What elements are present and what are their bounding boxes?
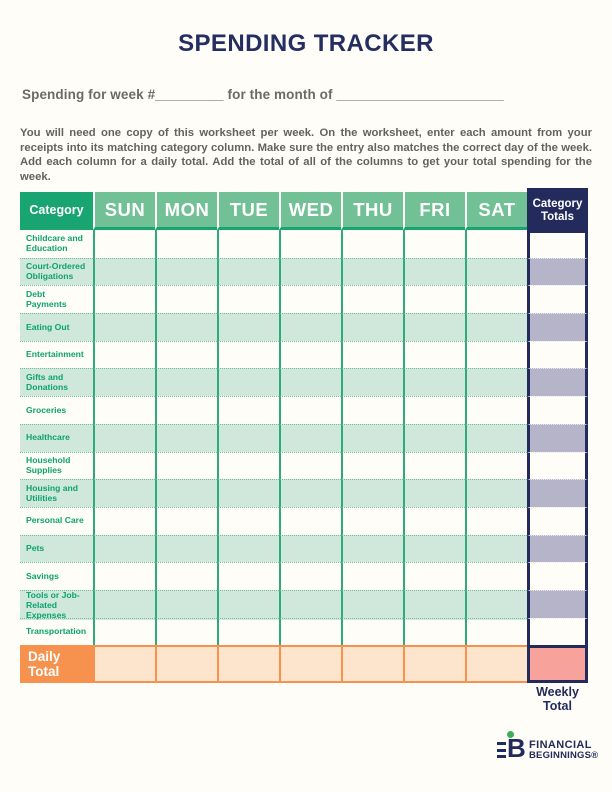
table-row-eating-out <box>20 313 588 341</box>
row-category-label: Transportation <box>20 618 93 646</box>
daily-total-cell-fri[interactable] <box>403 645 465 683</box>
table-row-gifts-and-donations <box>20 368 588 396</box>
amount-cell-childcare-and-education-sat[interactable] <box>465 230 527 258</box>
table-row-pets <box>20 535 588 563</box>
table-row-transportation <box>20 618 588 646</box>
amount-cell-transportation-wed[interactable] <box>279 618 341 646</box>
category-total-cell-gifts-and-donations[interactable] <box>527 368 588 396</box>
amount-cell-gifts-and-donations-mon[interactable] <box>155 368 217 396</box>
category-total-cell-childcare-and-education[interactable] <box>527 230 588 258</box>
amount-cell-healthcare-sat[interactable] <box>465 424 527 452</box>
amount-cell-tools-or-job-related-expenses-wed[interactable] <box>279 590 341 620</box>
amount-cell-housing-and-utilities-fri[interactable] <box>403 479 465 507</box>
amount-cell-pets-wed[interactable] <box>279 535 341 563</box>
category-total-cell-household-supplies[interactable] <box>527 452 588 480</box>
row-category-label: Household Supplies <box>20 452 93 480</box>
table-row-childcare-and-education <box>20 230 588 258</box>
daily-total-cell-sun[interactable] <box>93 645 155 683</box>
day-header-sun: SUN <box>93 192 155 230</box>
amount-cell-healthcare-wed[interactable] <box>279 424 341 452</box>
page-title: SPENDING TRACKER <box>178 30 434 57</box>
row-category-label: Personal Care <box>20 507 93 535</box>
amount-cell-savings-sun[interactable] <box>93 562 155 590</box>
category-total-cell-savings[interactable] <box>527 562 588 590</box>
category-total-cell-tools-or-job-related-expenses[interactable] <box>527 590 588 620</box>
amount-cell-groceries-wed[interactable] <box>279 396 341 424</box>
amount-cell-savings-thu[interactable] <box>341 562 403 590</box>
amount-cell-debt-payments-sat[interactable] <box>465 285 527 313</box>
fb-monogram-icon: B <box>497 731 524 765</box>
amount-cell-housing-and-utilities-thu[interactable] <box>341 479 403 507</box>
row-category-label: Childcare and Education <box>26 233 83 253</box>
amount-cell-personal-care-wed[interactable] <box>279 507 341 535</box>
amount-cell-debt-payments-tue[interactable] <box>217 285 279 313</box>
amount-cell-groceries-thu[interactable] <box>341 396 403 424</box>
category-column-header: Category <box>20 192 93 230</box>
amount-cell-gifts-and-donations-tue[interactable] <box>217 368 279 396</box>
amount-cell-eating-out-wed[interactable] <box>279 313 341 341</box>
amount-cell-savings-wed[interactable] <box>279 562 341 590</box>
amount-cell-gifts-and-donations-thu[interactable] <box>341 368 403 396</box>
amount-cell-savings-tue[interactable] <box>217 562 279 590</box>
amount-cell-household-supplies-wed[interactable] <box>279 452 341 480</box>
table-row-savings <box>20 562 588 590</box>
amount-cell-gifts-and-donations-fri[interactable] <box>403 368 465 396</box>
amount-cell-eating-out-sun[interactable] <box>93 313 155 341</box>
amount-cell-court-ordered-obligations-thu[interactable] <box>341 258 403 286</box>
financial-beginnings-logo <box>497 731 598 765</box>
amount-cell-court-ordered-obligations-sat[interactable] <box>465 258 527 286</box>
amount-cell-transportation-fri[interactable] <box>403 618 465 646</box>
category-total-cell-housing-and-utilities[interactable] <box>527 479 588 507</box>
daily-total-cell-tue[interactable] <box>217 645 279 683</box>
category-totals-header-label: Category Totals <box>527 188 588 233</box>
amount-cell-debt-payments-mon[interactable] <box>155 285 217 313</box>
amount-cell-gifts-and-donations-sat[interactable] <box>465 368 527 396</box>
amount-cell-healthcare-sun[interactable] <box>93 424 155 452</box>
amount-cell-childcare-and-education-fri[interactable] <box>403 230 465 258</box>
table-row-personal-care <box>20 507 588 535</box>
amount-cell-tools-or-job-related-expenses-sun[interactable] <box>93 590 155 620</box>
row-category-label: Entertainment <box>20 341 93 369</box>
day-header-fri: FRI <box>403 192 465 230</box>
amount-cell-household-supplies-sat[interactable] <box>465 452 527 480</box>
amount-cell-healthcare-mon[interactable] <box>155 424 217 452</box>
day-header-sat: SAT <box>465 192 527 230</box>
daily-total-cell-mon[interactable] <box>155 645 217 683</box>
amount-cell-eating-out-fri[interactable] <box>403 313 465 341</box>
amount-cell-housing-and-utilities-sat[interactable] <box>465 479 527 507</box>
amount-cell-court-ordered-obligations-sun[interactable] <box>93 258 155 286</box>
amount-cell-pets-sun[interactable] <box>93 535 155 563</box>
amount-cell-pets-mon[interactable] <box>155 535 217 563</box>
amount-cell-eating-out-sat[interactable] <box>465 313 527 341</box>
amount-cell-transportation-mon[interactable] <box>155 618 217 646</box>
day-header-wed: WED <box>279 192 341 230</box>
row-category-label: Court-Ordered Obligations <box>20 258 93 286</box>
amount-cell-court-ordered-obligations-fri[interactable] <box>403 258 465 286</box>
category-total-cell-debt-payments[interactable] <box>527 285 588 313</box>
amount-cell-healthcare-thu[interactable] <box>341 424 403 452</box>
amount-cell-childcare-and-education-thu[interactable] <box>341 230 403 258</box>
daily-total-cell-sat[interactable] <box>465 645 527 683</box>
amount-cell-groceries-fri[interactable] <box>403 396 465 424</box>
amount-cell-transportation-tue[interactable] <box>217 618 279 646</box>
spending-tracker-table <box>20 192 588 713</box>
amount-cell-debt-payments-sun[interactable] <box>93 285 155 313</box>
row-category-label: Eating Out <box>20 313 93 341</box>
category-total-cell-personal-care[interactable] <box>527 507 588 535</box>
amount-cell-personal-care-mon[interactable] <box>155 507 217 535</box>
amount-cell-household-supplies-tue[interactable] <box>217 452 279 480</box>
table-row-healthcare <box>20 424 588 452</box>
amount-cell-pets-sat[interactable] <box>465 535 527 563</box>
category-total-cell-groceries[interactable] <box>527 396 588 424</box>
amount-cell-household-supplies-sun[interactable] <box>93 452 155 480</box>
amount-cell-childcare-and-education-tue[interactable] <box>217 230 279 258</box>
amount-cell-groceries-sun[interactable] <box>93 396 155 424</box>
amount-cell-savings-mon[interactable] <box>155 562 217 590</box>
brand-name: FINANCIAL BEGINNINGS® <box>529 739 599 761</box>
amount-cell-groceries-sat[interactable] <box>465 396 527 424</box>
table-row-debt-payments <box>20 285 588 313</box>
amount-cell-personal-care-thu[interactable] <box>341 507 403 535</box>
amount-cell-tools-or-job-related-expenses-mon[interactable] <box>155 590 217 620</box>
table-row-court-ordered-obligations <box>20 258 588 286</box>
row-category-label: Groceries <box>20 396 93 424</box>
amount-cell-court-ordered-obligations-mon[interactable] <box>155 258 217 286</box>
amount-cell-pets-fri[interactable] <box>403 535 465 563</box>
weekly-total-cell[interactable] <box>527 645 588 683</box>
amount-cell-transportation-sat[interactable] <box>465 618 527 646</box>
category-total-cell-transportation[interactable] <box>527 618 588 646</box>
amount-cell-childcare-and-education-mon[interactable] <box>155 230 217 258</box>
amount-cell-transportation-thu[interactable] <box>341 618 403 646</box>
row-category-label: Savings <box>20 562 93 590</box>
table-row-household-supplies <box>20 452 588 480</box>
category-total-cell-court-ordered-obligations[interactable] <box>527 258 588 286</box>
daily-total-label: Daily Total <box>20 645 93 683</box>
category-total-cell-pets[interactable] <box>527 535 588 563</box>
amount-cell-entertainment-tue[interactable] <box>217 341 279 369</box>
amount-cell-personal-care-sat[interactable] <box>465 507 527 535</box>
amount-cell-court-ordered-obligations-wed[interactable] <box>279 258 341 286</box>
table-row-tools-or-job-related-expenses <box>20 590 588 618</box>
amount-cell-household-supplies-thu[interactable] <box>341 452 403 480</box>
table-row-groceries <box>20 396 588 424</box>
row-category-label: Gifts and Donations <box>20 368 93 396</box>
week-month-fill-in-line[interactable]: Spending for week #_________ for the month of ______________________ <box>22 87 504 102</box>
day-header-tue: TUE <box>217 192 279 230</box>
amount-cell-housing-and-utilities-wed[interactable] <box>279 479 341 507</box>
amount-cell-household-supplies-mon[interactable] <box>155 452 217 480</box>
amount-cell-housing-and-utilities-mon[interactable] <box>155 479 217 507</box>
amount-cell-gifts-and-donations-wed[interactable] <box>279 368 341 396</box>
row-category-label: Housing and Utilities <box>20 479 93 507</box>
amount-cell-housing-and-utilities-tue[interactable] <box>217 479 279 507</box>
amount-cell-personal-care-sun[interactable] <box>93 507 155 535</box>
amount-cell-eating-out-thu[interactable] <box>341 313 403 341</box>
amount-cell-entertainment-mon[interactable] <box>155 341 217 369</box>
table-row-entertainment <box>20 341 588 369</box>
amount-cell-transportation-sun[interactable] <box>93 618 155 646</box>
amount-cell-debt-payments-wed[interactable] <box>279 285 341 313</box>
amount-cell-court-ordered-obligations-tue[interactable] <box>217 258 279 286</box>
amount-cell-pets-thu[interactable] <box>341 535 403 563</box>
amount-cell-healthcare-fri[interactable] <box>403 424 465 452</box>
table-row-housing-and-utilities <box>20 479 588 507</box>
weekly-total-label: Weekly Total <box>536 685 579 713</box>
amount-cell-entertainment-fri[interactable] <box>403 341 465 369</box>
amount-cell-personal-care-fri[interactable] <box>403 507 465 535</box>
row-category-label: Tools or Job-Related Expenses <box>20 590 93 620</box>
amount-cell-tools-or-job-related-expenses-tue[interactable] <box>217 590 279 620</box>
category-total-cell-healthcare[interactable] <box>527 424 588 452</box>
amount-cell-personal-care-tue[interactable] <box>217 507 279 535</box>
amount-cell-childcare-and-education-sun[interactable] <box>93 230 155 258</box>
amount-cell-entertainment-wed[interactable] <box>279 341 341 369</box>
amount-cell-entertainment-thu[interactable] <box>341 341 403 369</box>
amount-cell-entertainment-sat[interactable] <box>465 341 527 369</box>
amount-cell-gifts-and-donations-sun[interactable] <box>93 368 155 396</box>
amount-cell-tools-or-job-related-expenses-sat[interactable] <box>465 590 527 620</box>
day-header-mon: MON <box>155 192 217 230</box>
amount-cell-debt-payments-fri[interactable] <box>403 285 465 313</box>
amount-cell-housing-and-utilities-sun[interactable] <box>93 479 155 507</box>
amount-cell-savings-fri[interactable] <box>403 562 465 590</box>
amount-cell-savings-sat[interactable] <box>465 562 527 590</box>
row-category-label: Healthcare <box>20 424 93 452</box>
amount-cell-groceries-tue[interactable] <box>217 396 279 424</box>
amount-cell-household-supplies-fri[interactable] <box>403 452 465 480</box>
amount-cell-groceries-mon[interactable] <box>155 396 217 424</box>
daily-total-row <box>20 645 588 683</box>
row-category-label: Pets <box>20 535 93 563</box>
amount-cell-eating-out-tue[interactable] <box>217 313 279 341</box>
category-totals-header <box>527 192 588 230</box>
amount-cell-tools-or-job-related-expenses-thu[interactable] <box>341 590 403 620</box>
daily-total-cell-wed[interactable] <box>279 645 341 683</box>
amount-cell-healthcare-tue[interactable] <box>217 424 279 452</box>
amount-cell-pets-tue[interactable] <box>217 535 279 563</box>
row-category-label: Debt Payments <box>20 285 93 313</box>
daily-total-cell-thu[interactable] <box>341 645 403 683</box>
instructions-paragraph: You will need one copy of this worksheet per week. On the worksheet, enter each amount from your receipts into its matching category column. Make sure the entry also matches the correct day of the week. Add each column for a daily total. Add the total of all of the columns to get your total spending for the week. <box>20 127 592 183</box>
table-header-row <box>20 192 588 230</box>
amount-cell-debt-payments-thu[interactable] <box>341 285 403 313</box>
amount-cell-tools-or-job-related-expenses-fri[interactable] <box>403 590 465 620</box>
category-total-cell-entertainment[interactable] <box>527 341 588 369</box>
amount-cell-eating-out-mon[interactable] <box>155 313 217 341</box>
amount-cell-entertainment-sun[interactable] <box>93 341 155 369</box>
table-body <box>20 230 588 645</box>
amount-cell-childcare-and-education-wed[interactable] <box>279 230 341 258</box>
category-total-cell-eating-out[interactable] <box>527 313 588 341</box>
day-header-thu: THU <box>341 192 403 230</box>
